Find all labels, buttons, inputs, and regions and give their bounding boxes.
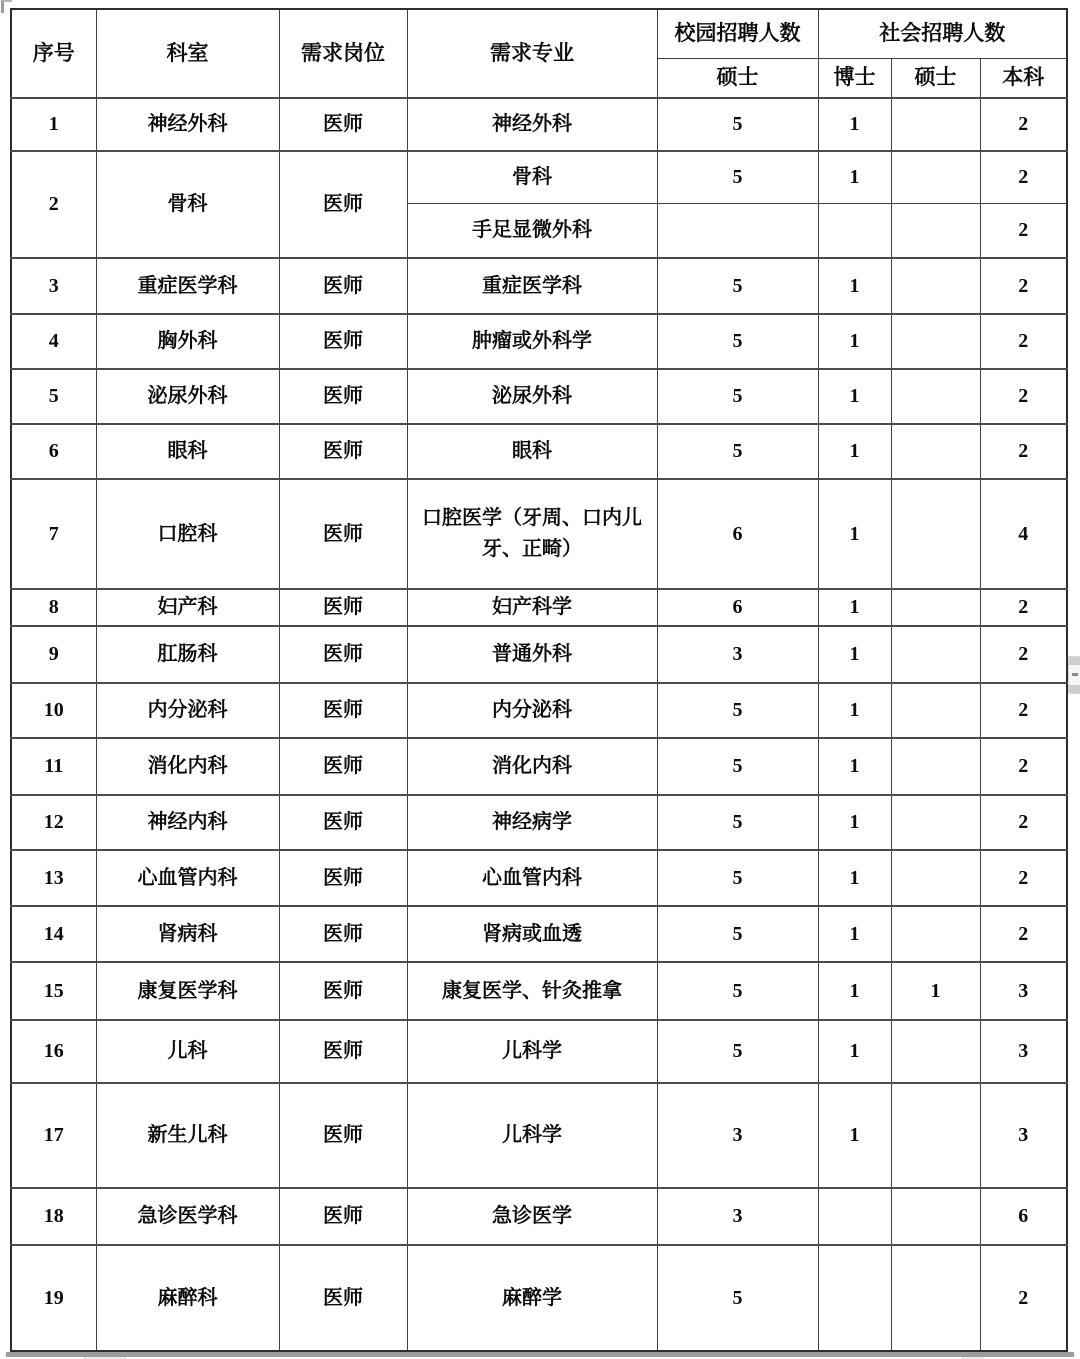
cell-social-bachelor: 2 [980,258,1067,314]
cell-position: 医师 [279,1245,407,1351]
table-row [11,1083,1067,1188]
scrollbar-cap-top [1069,657,1080,665]
cell-position: 医师 [279,258,407,314]
cell-campus-master: 5 [657,1020,818,1083]
cell-serial: 18 [11,1188,96,1245]
cell-social-bachelor: 2 [980,98,1067,151]
cell-social-master [891,683,980,738]
cell-campus-master: 5 [657,738,818,795]
cell-social-phd [818,203,891,258]
table-row [11,479,1067,589]
cell-department: 妇产科 [96,589,279,626]
cell-major: 肿瘤或外科学 [407,314,657,369]
table-row [11,906,1067,962]
cell-major: 神经外科 [407,98,657,151]
cell-serial: 4 [11,314,96,369]
cell-position: 医师 [279,795,407,850]
cell-social-bachelor: 2 [980,151,1067,203]
cell-campus-master: 3 [657,626,818,683]
table-row [11,424,1067,479]
cell-social-phd [818,1245,891,1351]
cell-social-master [891,479,980,589]
table-row [11,1245,1067,1351]
table-body [11,98,1067,1351]
cell-serial: 19 [11,1245,96,1351]
cell-social-bachelor: 2 [980,314,1067,369]
cell-department: 口腔科 [96,479,279,589]
table-row [11,151,1067,203]
cell-social-bachelor: 2 [980,203,1067,258]
cell-campus-master: 5 [657,795,818,850]
header-social-group: 社会招聘人数 [818,9,1067,58]
cell-campus-master: 5 [657,98,818,151]
cell-department: 重症医学科 [96,258,279,314]
header-social-master: 硕士 [891,58,980,98]
cell-position: 医师 [279,314,407,369]
recruitment-table-container [10,8,1066,1357]
cell-social-phd: 1 [818,738,891,795]
cell-social-master [891,151,980,203]
cell-social-bachelor: 2 [980,850,1067,906]
cell-serial: 9 [11,626,96,683]
cell-major: 消化内科 [407,738,657,795]
header-social-bachelor: 本科 [980,58,1067,98]
cell-major: 儿科学 [407,1020,657,1083]
cell-social-bachelor: 2 [980,369,1067,424]
cell-position: 医师 [279,683,407,738]
cell-major: 神经病学 [407,795,657,850]
cell-serial: 12 [11,795,96,850]
cell-social-phd [818,1188,891,1245]
cell-campus-master: 5 [657,850,818,906]
cell-social-phd: 1 [818,589,891,626]
cell-position: 医师 [279,850,407,906]
cell-position: 医师 [279,589,407,626]
cell-social-bachelor: 2 [980,738,1067,795]
header-department: 科室 [96,9,279,98]
scrollbar-grip-icon [1072,673,1078,676]
cell-social-bachelor: 2 [980,906,1067,962]
cell-social-bachelor: 2 [980,683,1067,738]
cell-major: 内分泌科 [407,683,657,738]
cell-position: 医师 [279,962,407,1020]
cell-position: 医师 [279,479,407,589]
cell-campus-master: 5 [657,314,818,369]
cell-position: 医师 [279,1020,407,1083]
cell-position: 医师 [279,98,407,151]
cell-social-phd: 1 [818,479,891,589]
cell-social-bachelor: 3 [980,1020,1067,1083]
cell-major: 康复医学、针灸推拿 [407,962,657,1020]
cell-campus-master: 5 [657,683,818,738]
cell-major: 急诊医学 [407,1188,657,1245]
cell-department: 新生儿科 [96,1083,279,1188]
cell-major: 麻醉学 [407,1245,657,1351]
cell-position: 医师 [279,151,407,258]
cell-social-phd: 1 [818,98,891,151]
cell-social-bachelor: 2 [980,626,1067,683]
cell-serial: 1 [11,98,96,151]
cell-serial: 2 [11,151,96,258]
cell-social-phd: 1 [818,151,891,203]
cell-social-bachelor: 6 [980,1188,1067,1245]
cell-campus-master: 5 [657,258,818,314]
cell-social-bachelor: 2 [980,795,1067,850]
cell-serial: 3 [11,258,96,314]
cell-department: 骨科 [96,151,279,258]
table-row [11,1020,1067,1083]
cell-social-phd: 1 [818,314,891,369]
cell-department: 泌尿外科 [96,369,279,424]
cell-social-phd: 1 [818,1020,891,1083]
cell-major: 泌尿外科 [407,369,657,424]
cell-campus-master: 5 [657,1245,818,1351]
cell-social-master [891,258,980,314]
cell-department: 眼科 [96,424,279,479]
cell-serial: 13 [11,850,96,906]
header-campus-master: 硕士 [657,58,818,98]
cell-social-bachelor: 3 [980,962,1067,1020]
header-row-groups [11,9,1067,58]
cell-social-phd: 1 [818,850,891,906]
cell-social-master: 1 [891,962,980,1020]
cell-serial: 14 [11,906,96,962]
cell-major: 手足显微外科 [407,203,657,258]
cell-social-phd: 1 [818,795,891,850]
cell-social-bachelor: 3 [980,1083,1067,1188]
cell-campus-master: 5 [657,369,818,424]
cell-department: 胸外科 [96,314,279,369]
cell-position: 医师 [279,906,407,962]
header-serial: 序号 [11,9,96,98]
cell-department: 肛肠科 [96,626,279,683]
cell-social-master [891,369,980,424]
cell-position: 医师 [279,1188,407,1245]
cell-social-bachelor: 2 [980,424,1067,479]
cell-social-phd: 1 [818,258,891,314]
cell-social-master [891,1020,980,1083]
table-row [11,626,1067,683]
cell-major: 儿科学 [407,1083,657,1188]
table-row [11,795,1067,850]
header-social-phd: 博士 [818,58,891,98]
table-row [11,369,1067,424]
table-row [11,98,1067,151]
cell-department: 内分泌科 [96,683,279,738]
cell-social-phd: 1 [818,626,891,683]
cell-major: 骨科 [407,151,657,203]
table-bottom-edge [6,1352,1074,1357]
cell-position: 医师 [279,1083,407,1188]
cell-major: 重症医学科 [407,258,657,314]
cell-campus-master: 3 [657,1188,818,1245]
cell-position: 医师 [279,738,407,795]
cell-department: 急诊医学科 [96,1188,279,1245]
cell-position: 医师 [279,626,407,683]
cell-social-master [891,795,980,850]
cell-social-phd: 1 [818,369,891,424]
cell-social-phd: 1 [818,424,891,479]
cell-serial: 17 [11,1083,96,1188]
cell-department: 康复医学科 [96,962,279,1020]
cell-social-master [891,626,980,683]
cell-campus-master [657,203,818,258]
cell-position: 医师 [279,424,407,479]
cell-social-master [891,738,980,795]
cell-campus-master: 5 [657,962,818,1020]
recruitment-table [10,8,1068,1352]
cell-social-bachelor: 2 [980,1245,1067,1351]
cell-department: 麻醉科 [96,1245,279,1351]
cell-campus-master: 6 [657,589,818,626]
table-row [11,314,1067,369]
cell-major: 普通外科 [407,626,657,683]
cell-social-master [891,1188,980,1245]
cell-major: 妇产科学 [407,589,657,626]
cell-social-master [891,424,980,479]
header-position: 需求岗位 [279,9,407,98]
cell-social-phd: 1 [818,906,891,962]
table-header [11,9,1067,98]
cell-social-bachelor: 4 [980,479,1067,589]
table-row [11,258,1067,314]
cell-serial: 10 [11,683,96,738]
header-campus-group: 校园招聘人数 [657,9,818,58]
cell-major: 心血管内科 [407,850,657,906]
cell-serial: 5 [11,369,96,424]
cell-social-bachelor: 2 [980,589,1067,626]
cell-social-phd: 1 [818,683,891,738]
table-row [11,738,1067,795]
table-row [11,683,1067,738]
scrollbar-thumb[interactable] [1068,656,1080,694]
header-major: 需求专业 [407,9,657,98]
cell-social-master [891,1083,980,1188]
cell-campus-master: 5 [657,424,818,479]
cell-department: 神经外科 [96,98,279,151]
cell-department: 消化内科 [96,738,279,795]
cell-serial: 7 [11,479,96,589]
cell-social-master [891,906,980,962]
cell-social-master [891,314,980,369]
cell-social-phd: 1 [818,1083,891,1188]
table-row [11,962,1067,1020]
cell-position: 医师 [279,369,407,424]
cell-serial: 8 [11,589,96,626]
table-row [11,850,1067,906]
cell-department: 神经内科 [96,795,279,850]
cell-serial: 16 [11,1020,96,1083]
cell-campus-master: 6 [657,479,818,589]
cell-serial: 15 [11,962,96,1020]
cell-serial: 11 [11,738,96,795]
cell-social-master [891,850,980,906]
cell-social-master [891,1245,980,1351]
cell-serial: 6 [11,424,96,479]
cell-campus-master: 5 [657,151,818,203]
cell-campus-master: 3 [657,1083,818,1188]
cell-major: 肾病或血透 [407,906,657,962]
cell-campus-master: 5 [657,906,818,962]
cell-social-phd: 1 [818,962,891,1020]
scrollbar-cap-bottom [1069,685,1080,693]
cell-department: 心血管内科 [96,850,279,906]
table-row [11,589,1067,626]
cell-social-master [891,203,980,258]
table-row [11,1188,1067,1245]
cell-department: 肾病科 [96,906,279,962]
cell-department: 儿科 [96,1020,279,1083]
cell-major: 口腔医学（牙周、口内儿牙、正畸） [407,479,657,589]
cell-social-master [891,98,980,151]
cell-major: 眼科 [407,424,657,479]
cell-social-master [891,589,980,626]
